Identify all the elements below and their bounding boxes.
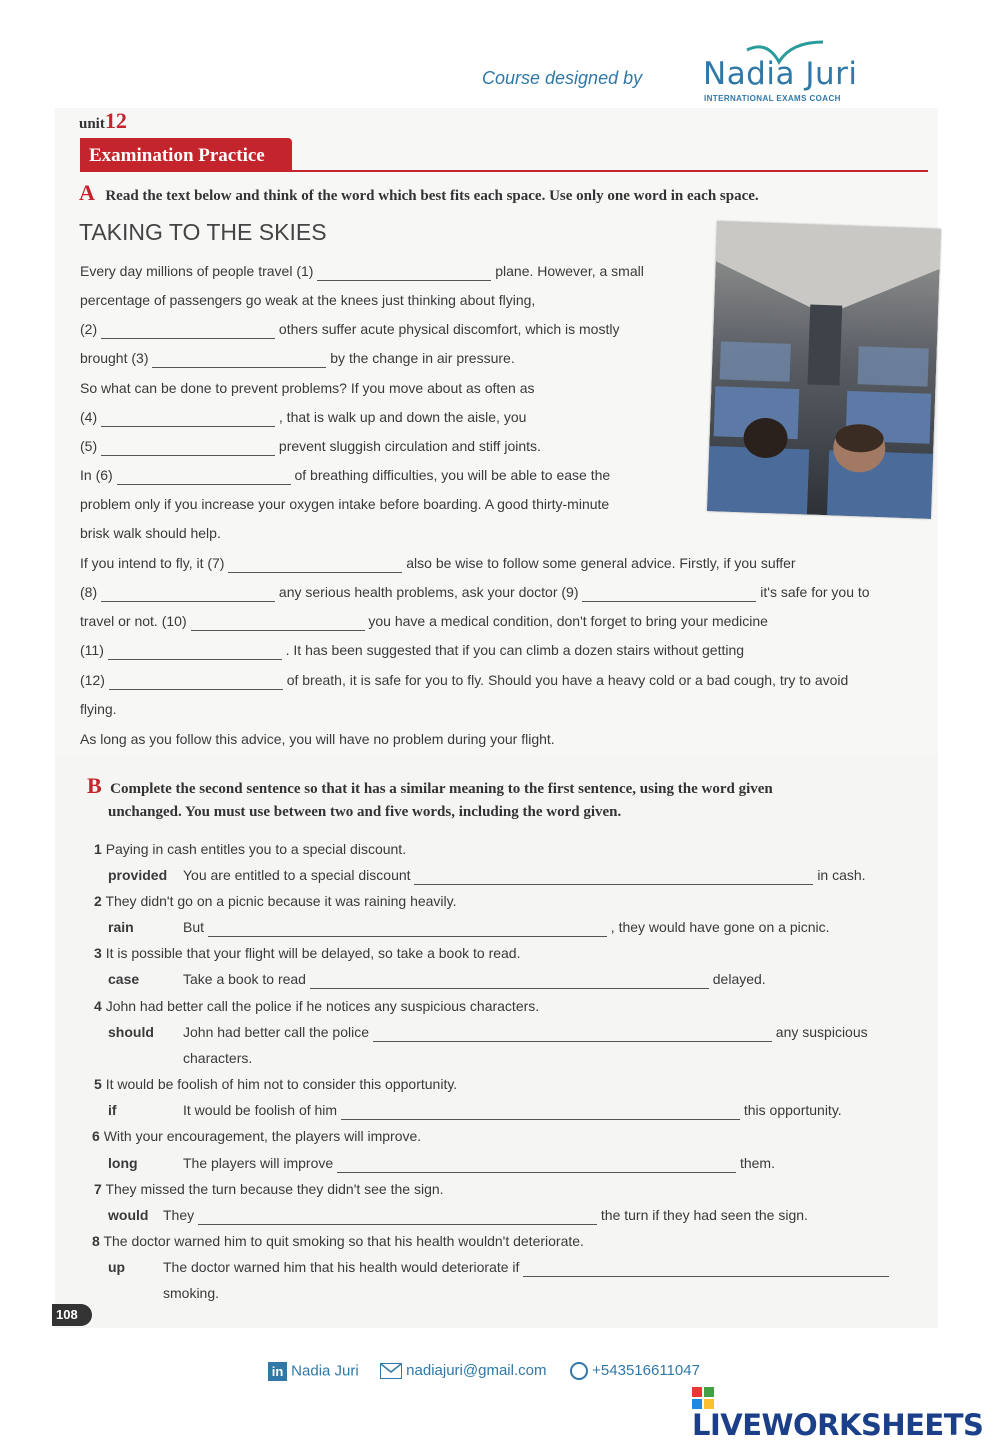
passage-line-15: (12) of breath, it is safe for you to fly. Should you have a heavy cold or a bad cough, try to avoid (80, 672, 849, 688)
item-2-answer-input[interactable] (208, 920, 607, 937)
gap-9-input[interactable] (582, 585, 756, 602)
item-4-continuation: characters. (183, 1050, 253, 1066)
email-address: nadiajuri@gmail.com (406, 1362, 547, 1379)
item-5-key-word: if (108, 1102, 117, 1118)
item-5-answer-input[interactable] (341, 1103, 740, 1120)
gap-4-input[interactable] (101, 410, 275, 427)
item-8-continuation: smoking. (163, 1285, 220, 1301)
item-8-answer-input[interactable] (523, 1260, 889, 1277)
passage-line-17: As long as you follow this advice, you will have no problem during your flight. (80, 731, 555, 747)
item-6-key-word: long (108, 1155, 138, 1171)
unit-number: 12 (104, 108, 127, 133)
examination-practice-tab (80, 138, 292, 172)
item-5-sentence: 5 It would be foolish of him not to consider this opportunity. (94, 1076, 458, 1092)
liveworksheets-wordmark: LIVEWORKSHEETS (692, 1408, 984, 1442)
linkedin-name: Nadia Juri (291, 1362, 359, 1380)
brand-subtitle: INTERNATIONAL EXAMS COACH (704, 94, 841, 103)
passage-line-7: (5) prevent sluggish circulation and stiff joints. (80, 438, 541, 454)
passage-line-9: problem only if you increase your oxygen intake before boarding. A good thirty-minute (80, 496, 610, 512)
liveworksheets-logo (692, 1374, 999, 1442)
item-4-completion: John had better call the police any suspicious (183, 1024, 868, 1040)
item-4-key-word: should (108, 1024, 154, 1040)
item-4-sentence: 4 John had better call the police if he notices any suspicious characters. (94, 998, 540, 1014)
passage-line-13: travel or not. (10) you have a medical condition, don't forget to bring your medicine (80, 613, 768, 629)
brand-name: Nadia Juri (703, 56, 858, 92)
airplane-cabin-photo (707, 221, 941, 519)
item-4-answer-input[interactable] (373, 1025, 772, 1042)
course-designed-by-text: Course designed by (482, 68, 643, 88)
item-5-completion: It would be foolish of him this opportunity. (183, 1102, 842, 1118)
item-6-sentence: 6 With your encouragement, the players will improve. (92, 1128, 422, 1144)
passage-line-10: brisk walk should help. (80, 525, 221, 541)
passage-title: TAKING TO THE SKIES (79, 219, 327, 245)
passage-line-16: flying. (80, 701, 117, 717)
item-1-sentence: 1 Paying in cash entitles you to a special discount. (94, 841, 407, 857)
item-7-sentence: 7 They missed the turn because they didn't see the sign. (94, 1181, 444, 1197)
linkedin-icon: in (268, 1362, 287, 1381)
gap-7-input[interactable] (228, 556, 402, 573)
item-2-completion: But , they would have gone on a picnic. (183, 919, 830, 935)
passage-line-1: Every day millions of people travel (1) plane. However, a small (80, 263, 644, 279)
item-1-key-word: provided (108, 867, 168, 883)
whatsapp-icon (570, 1362, 588, 1380)
item-6-answer-input[interactable] (337, 1156, 736, 1173)
header-divider (80, 170, 928, 172)
item-7-key-word: would (108, 1207, 149, 1223)
item-8-sentence: 8 The doctor warned him to quit smoking so that his health wouldn't deteriorate. (92, 1233, 584, 1249)
item-6-completion: The players will improve them. (183, 1155, 775, 1171)
gap-6-input[interactable] (117, 468, 291, 485)
item-8-completion: The doctor warned him that his health would deteriorate if (163, 1259, 889, 1277)
item-1-completion: You are entitled to a special discount in cash. (183, 867, 866, 883)
item-3-answer-input[interactable] (310, 972, 709, 989)
gap-3-input[interactable] (152, 351, 326, 368)
section-b-instruction-1: Complete the second sentence so that it has a similar meaning to the first sentence, using the word given (110, 781, 773, 797)
gap-11-input[interactable] (108, 643, 282, 660)
passage-line-5: So what can be done to prevent problems? If you move about as often as (80, 380, 535, 396)
item-1-answer-input[interactable] (414, 868, 813, 885)
passage-line-8: In (6) of breathing difficulties, you will be able to ease the (80, 467, 611, 483)
passage-line-12: (8) any serious health problems, ask your doctor (9) it's safe for you to (80, 584, 870, 600)
section-a-heading (79, 180, 759, 206)
item-7-completion: They the turn if they had seen the sign. (163, 1207, 808, 1223)
tab-title: Examination Practice (89, 145, 265, 166)
phone-number: +543516611047 (592, 1362, 700, 1379)
passage-line-3: (2) others suffer acute physical discomfort, which is mostly (80, 321, 620, 337)
section-b-heading (87, 773, 773, 799)
unit-label (79, 108, 127, 134)
section-a-letter: A (79, 180, 95, 205)
gap-8-input[interactable] (101, 585, 275, 602)
linkedin-contact[interactable] (268, 1362, 359, 1381)
gap-12-input[interactable] (109, 673, 283, 690)
item-2-key-word: rain (108, 919, 134, 935)
section-b-letter: B (87, 773, 102, 798)
item-3-completion: Take a book to read delayed. (183, 971, 766, 987)
item-2-sentence: 2 They didn't go on a picnic because it was raining heavily. (94, 893, 457, 909)
section-b-instruction-2: unchanged. You must use between two and five words, including the word given. (108, 804, 622, 820)
section-a-instruction: Read the text below and think of the word which best fits each space. Use only one word in each space. (105, 188, 759, 204)
passage-line-4: brought (3) by the change in air pressure. (80, 350, 515, 366)
passage-line-6: (4) , that is walk up and down the aisle, you (80, 409, 527, 425)
passage-line-14: (11) . It has been suggested that if you can climb a dozen stairs without getting (80, 642, 745, 658)
item-3-key-word: case (108, 971, 140, 987)
passage-line-11: If you intend to fly, it (7) also be wise to follow some general advice. Firstly, if you suffer (80, 555, 796, 571)
item-7-answer-input[interactable] (198, 1208, 597, 1225)
unit-word: unit (79, 116, 105, 132)
page-number: 108 (56, 1307, 78, 1322)
gap-5-input[interactable] (101, 439, 275, 456)
phone-contact[interactable] (570, 1362, 700, 1380)
gap-1-input[interactable] (317, 264, 491, 281)
liveworksheets-tiles-icon (692, 1382, 714, 1404)
item-3-sentence: 3 It is possible that your flight will be delayed, so take a book to read. (94, 945, 521, 961)
gap-2-input[interactable] (101, 322, 275, 339)
item-8-key-word: up (108, 1259, 126, 1275)
gap-10-input[interactable] (191, 614, 365, 631)
mail-icon (380, 1363, 402, 1379)
page-number-badge (52, 1304, 92, 1326)
passage-line-2: percentage of passengers go weak at the knees just thinking about flying, (80, 292, 536, 308)
email-contact[interactable] (380, 1362, 546, 1379)
